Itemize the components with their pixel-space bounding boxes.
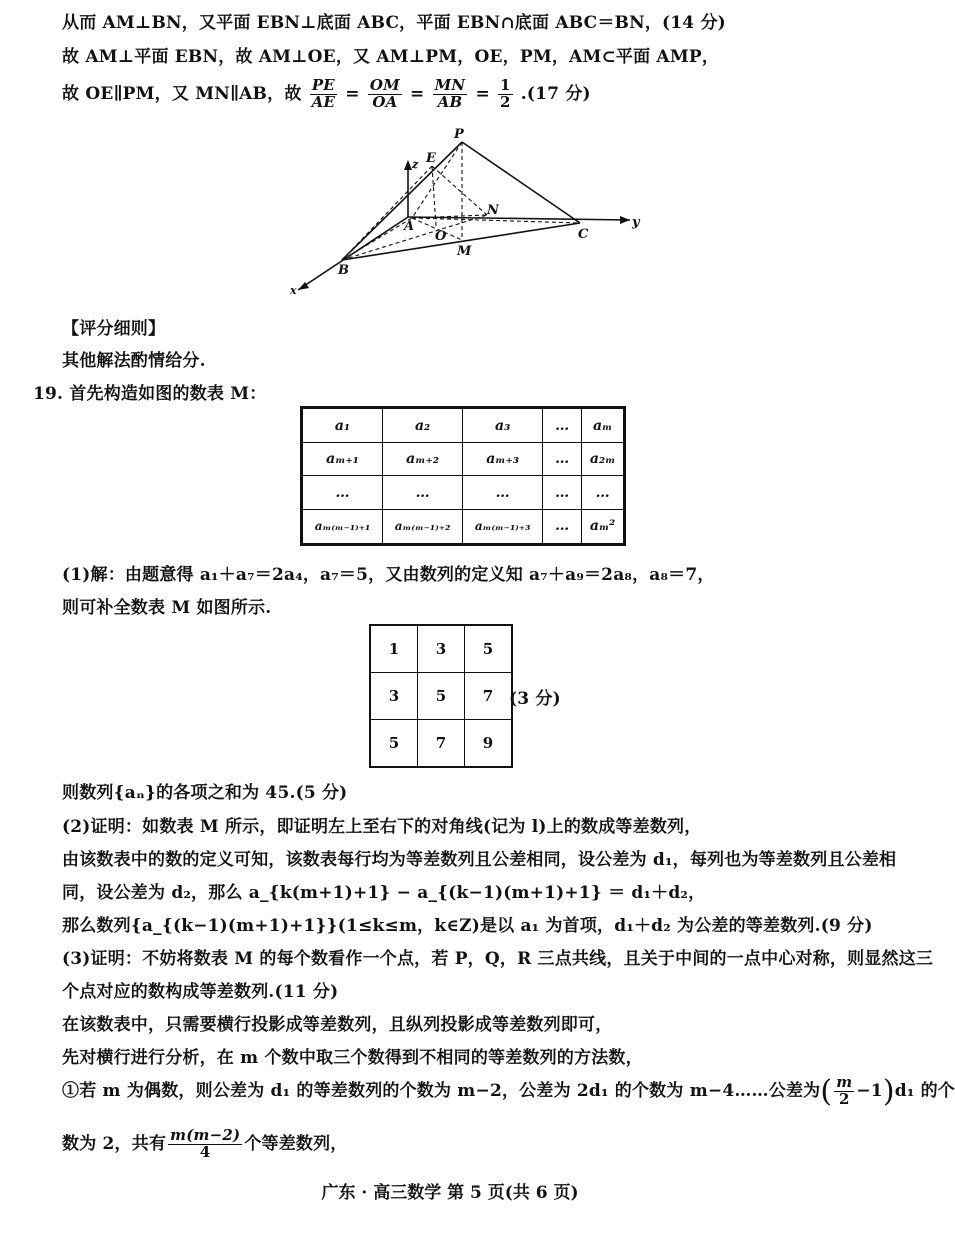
fraction-m-m-minus-2-over-4: $\frac{m(m-2)}{4}$ — [170, 1126, 241, 1161]
table-m-cell: aₘ₍ₘ₋₁₎₊₃ — [463, 509, 543, 544]
part-3-line-1: (3)证明：不妨将数表 M 的每个数看作一个点，若 P，Q，R 三点共线，且关于中间的一点中心对称，则显然这三 — [62, 949, 934, 969]
table-m-cell: aₘ₊₁ — [302, 443, 383, 476]
part-2-line-1: (2)证明：如数表 M 所示，即证明左上至右下的对角线(记为 l)上的数成等差数列， — [62, 817, 702, 837]
label-n: N — [487, 203, 499, 218]
table-m-cell: a₂ₘ — [582, 443, 625, 476]
table-m-cell: … — [543, 408, 582, 443]
label-m: M — [457, 244, 472, 259]
fraction-mn-ab: $\frac{MN}{AB}$ — [434, 76, 466, 111]
p3e-prefix: ①若 m 为偶数，则公差为 d₁ 的等差数列的个数为 m−2，公差为 2d₁ 的个数为 m−4……公差为 — [62, 1081, 821, 1101]
label-a: A — [404, 219, 415, 234]
part-3-line-3: 在该数表中，只需要横行投影成等差数列，且纵列投影成等差数列即可， — [62, 1015, 613, 1035]
part-3-line-5 — [62, 1074, 955, 1109]
table-m-cell: … — [543, 509, 582, 544]
line-en — [432, 166, 487, 215]
part-1-line-2: 则可补全数表 M 如图所示. — [62, 598, 272, 618]
number-cell: 7 — [465, 673, 513, 720]
x-axis — [298, 217, 408, 290]
fraction-m-over-2: $\frac{m}{2}$ — [836, 1073, 853, 1108]
part-3-line-6 — [62, 1128, 348, 1161]
text-line-2: 故 AM⊥平面 EBN，故 AM⊥OE，又 AM⊥PM，OE，PM，AM⊂平面 AMP， — [62, 47, 720, 67]
p3e-suffix: d₁ 的个 — [894, 1081, 955, 1101]
edge-pc — [462, 142, 580, 223]
part-1-line-1: (1)解：由题意得 a₁＋a₇＝2a₄，a₇＝5，又由数列的定义知 a₇＋a₉＝2a₈，a₈＝7， — [62, 565, 715, 585]
number-cell: 3 — [418, 625, 465, 673]
table-m-cell: aₘ — [582, 408, 625, 443]
table-m-cell: aₘ₍ₘ₋₁₎₊₁ — [302, 509, 383, 544]
label-b: B — [338, 263, 349, 278]
table-m-cell: aₘ₊₃ — [463, 443, 543, 476]
label-c: C — [578, 227, 589, 242]
label-p: P — [454, 127, 464, 142]
number-cell: 7 — [418, 720, 465, 768]
line3-suffix: .(17 分) — [520, 83, 591, 104]
part-3-line-2: 个点对应的数构成等差数列.(11 分) — [62, 982, 339, 1002]
number-cell: 5 — [370, 720, 418, 768]
table-m-cell: … — [383, 476, 463, 509]
table-m-cell: … — [543, 476, 582, 509]
number-cell: 3 — [370, 673, 418, 720]
table-m-cell: a₁ — [302, 408, 383, 443]
score-3-label: (3 分) — [509, 689, 561, 709]
label-x: x — [290, 284, 297, 297]
paren-left: ( — [820, 1074, 833, 1109]
rubric-title: 【评分细则】 — [62, 319, 166, 339]
number-cell: 1 — [370, 625, 418, 673]
label-y: y — [632, 215, 640, 230]
fraction-om-oa: $\frac{OM}{OA}$ — [369, 76, 400, 111]
part-1-line-3: 则数列{aₙ}的各项之和为 45.(5 分) — [62, 783, 348, 803]
table-m — [300, 406, 626, 546]
paren-right: ) — [882, 1074, 895, 1109]
label-z: z — [412, 158, 419, 171]
part-2-line-4: 那么数列{a_{(k−1)(m+1)+1}}(1≤k≤m，k∈Z)是以 a₁ 为首项，d₁＋d₂ 为公差的等差数列.(9 分) — [62, 916, 873, 936]
table-m-cell: a₃ — [463, 408, 543, 443]
y-arrow-icon — [620, 216, 630, 224]
z-arrow-icon — [404, 160, 412, 170]
p3e-minus-one: −1 — [856, 1081, 883, 1101]
rubric-text: 其他解法酌情给分. — [62, 351, 206, 371]
part-2-line-3: 同，设公差为 d₂，那么 a_{k(m+1)+1} − a_{(k−1)(m+1)+1} ＝ d₁＋d₂， — [62, 883, 706, 903]
edge-pa — [412, 142, 462, 218]
text-line-3 — [62, 78, 591, 111]
table-m-cell: … — [302, 476, 383, 509]
text-line-1: 从而 AM⊥BN，又平面 EBN⊥底面 ABC，平面 EBN∩底面 ABC＝BN，(14 分) — [62, 13, 726, 33]
table-m-cell: aₘ₍ₘ₋₁₎₊₂ — [383, 509, 463, 544]
table-m-cell: aₘ₊₂ — [383, 443, 463, 476]
question-19-title: 19. 首先构造如图的数表 M： — [33, 384, 267, 404]
line3-prefix: 故 OE∥PM，又 MN∥AB，故 — [62, 83, 302, 104]
equals-sign: = — [475, 83, 490, 104]
part-2-line-2: 由该数表中的数的定义可知，该数表每行均为等差数列且公差相同，设公差为 d₁，每列也为等差数列且公差相 — [62, 850, 897, 870]
label-o: O — [435, 229, 447, 244]
p3f-prefix: 数为 2，共有 — [62, 1133, 167, 1154]
number-cell: 5 — [418, 673, 465, 720]
fraction-pe-ae: $\frac{PE}{AE}$ — [311, 76, 336, 111]
fraction-one-half: $\frac{1}{2}$ — [500, 76, 511, 111]
table-m-cell: … — [582, 476, 625, 509]
equals-sign: = — [345, 83, 360, 104]
number-cell: 5 — [465, 625, 513, 673]
table-m-cell: … — [463, 476, 543, 509]
table-m-cell: … — [543, 443, 582, 476]
page-footer: 广东 · 高三数学 第 5 页(共 6 页) — [321, 1183, 579, 1203]
pyramid-diagram — [280, 122, 660, 297]
number-cell: 9 — [465, 720, 513, 768]
equals-sign: = — [410, 83, 425, 104]
table-numbers — [369, 624, 513, 768]
p3f-suffix: 个等差数列， — [244, 1133, 348, 1154]
table-m-cell: a₂ — [383, 408, 463, 443]
table-m-cell: aₘ² — [582, 509, 625, 544]
label-e: E — [426, 151, 436, 166]
part-3-line-4: 先对横行进行分析，在 m 个数中取三个数得到不相同的等差数列的方法数， — [62, 1048, 643, 1068]
